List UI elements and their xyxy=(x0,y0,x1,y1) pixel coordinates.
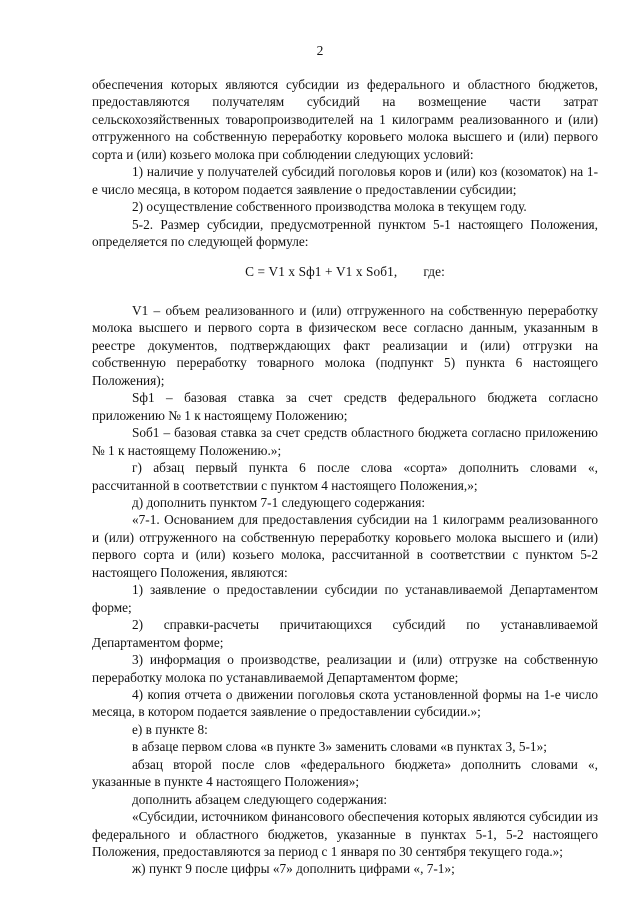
paragraph: обеспечения которых являются субсидии из федерального и областного бюджетов, предоставляются получателям субсидий на возмещение части затрат сельскохозяйственных товаропроизводителей на 1 килограмм реализованного и (или) отгруженного на собственную переработку коровьего молока высшего и (или) первого сорта и (или) козьего молока при соблюдении следующих условий: xyxy=(92,77,598,162)
paragraph: Sф1 – базовая ставка за счет средств федерального бюджета согласно приложению № 1 к настоящему Положению; xyxy=(92,390,598,423)
paragraph: 4) копия отчета о движении поголовья скота установленной формы на 1-е число месяца, в котором подается заявление о предоставлении субсидии.»; xyxy=(92,686,598,720)
paragraph: г) абзац первый пункта 6 после слова «сорта» дополнить словами «, рассчитанной в соответствии с пунктом 4 настоящего Положения,»; xyxy=(92,460,598,493)
page-number: 2 xyxy=(316,43,324,58)
paragraph: V1 – объем реализованного и (или) отгруженного на собственную переработку молока высшего и первого сорта в физическом весе согласно данным, указанным в реестре документов, подтверждающих факт реализации и (или) отгрузки на собственную переработку товарного молока (подпункт 5) пункта 6 настоящего Положения); xyxy=(92,302,598,388)
paragraph: «Субсидии, источником финансового обеспечения которых являются субсидии из федерального и областного бюджетов, указанные в пунктах 5-1, 5-2 настоящего Положения, предоставляются за период с 1 января по 30 сентября текущего года.»; xyxy=(92,809,598,860)
paragraph: 2) осуществление собственного производства молока в текущем году. xyxy=(132,199,527,215)
paragraph: д) дополнить пунктом 7-1 следующего содержания: xyxy=(132,494,426,510)
paragraph: 5-2. Размер субсидии, предусмотренной пунктом 5-1 настоящего Положения, определяется по следующей формуле: xyxy=(92,216,598,250)
paragraph: 1) заявление о предоставлении субсидии по устанавливаемой Департаментом форме; xyxy=(92,582,598,615)
paragraph: ж) пункт 9 после цифры «7» дополнить цифрами «, 7-1»; xyxy=(132,861,455,877)
paragraph: в абзаце первом слова «в пункте 3» заменить словами «в пунктах 3, 5-1»; xyxy=(132,739,547,755)
paragraph: дополнить абзацем следующего содержания: xyxy=(132,791,388,807)
document-body xyxy=(92,76,598,878)
paragraph: 1) наличие у получателей субсидий поголовья коров и (или) коз (козоматок) на 1-е число месяца, в котором подается заявление о предоставлении субсидии; xyxy=(92,164,598,197)
paragraph: е) в пункте 8: xyxy=(132,721,208,737)
paragraph: «7-1. Основанием для предоставления субсидии на 1 килограмм реализованного и (или) отгруженного на собственную переработку коровьего молока высшего и (или) первого сорта и (или) козьего молока, рассчитанной в соответствии с пунктом 5-2 настоящего Положения, являются: xyxy=(92,512,598,580)
formula-suffix: где: xyxy=(423,263,445,279)
paragraph: абзац второй после слов «федерального бюджета» дополнить словами «, указанные в пункте 4 настоящего Положения»; xyxy=(92,756,598,790)
paragraph: Sоб1 – базовая ставка за счет средств областного бюджета согласно приложению № 1 к настоящему Положению.»; xyxy=(92,425,598,458)
formula-expression: С = V1 x Sф1 + V1 x Sоб1, xyxy=(245,263,398,279)
paragraph: 2) справки-расчеты причитающихся субсидий по устанавливаемой Департаментом форме; xyxy=(92,617,598,650)
paragraph: 3) информация о производстве, реализации и (или) отгрузке на собственную переработку молока по устанавливаемой Департаментом форме; xyxy=(92,652,598,685)
formula xyxy=(92,263,598,280)
